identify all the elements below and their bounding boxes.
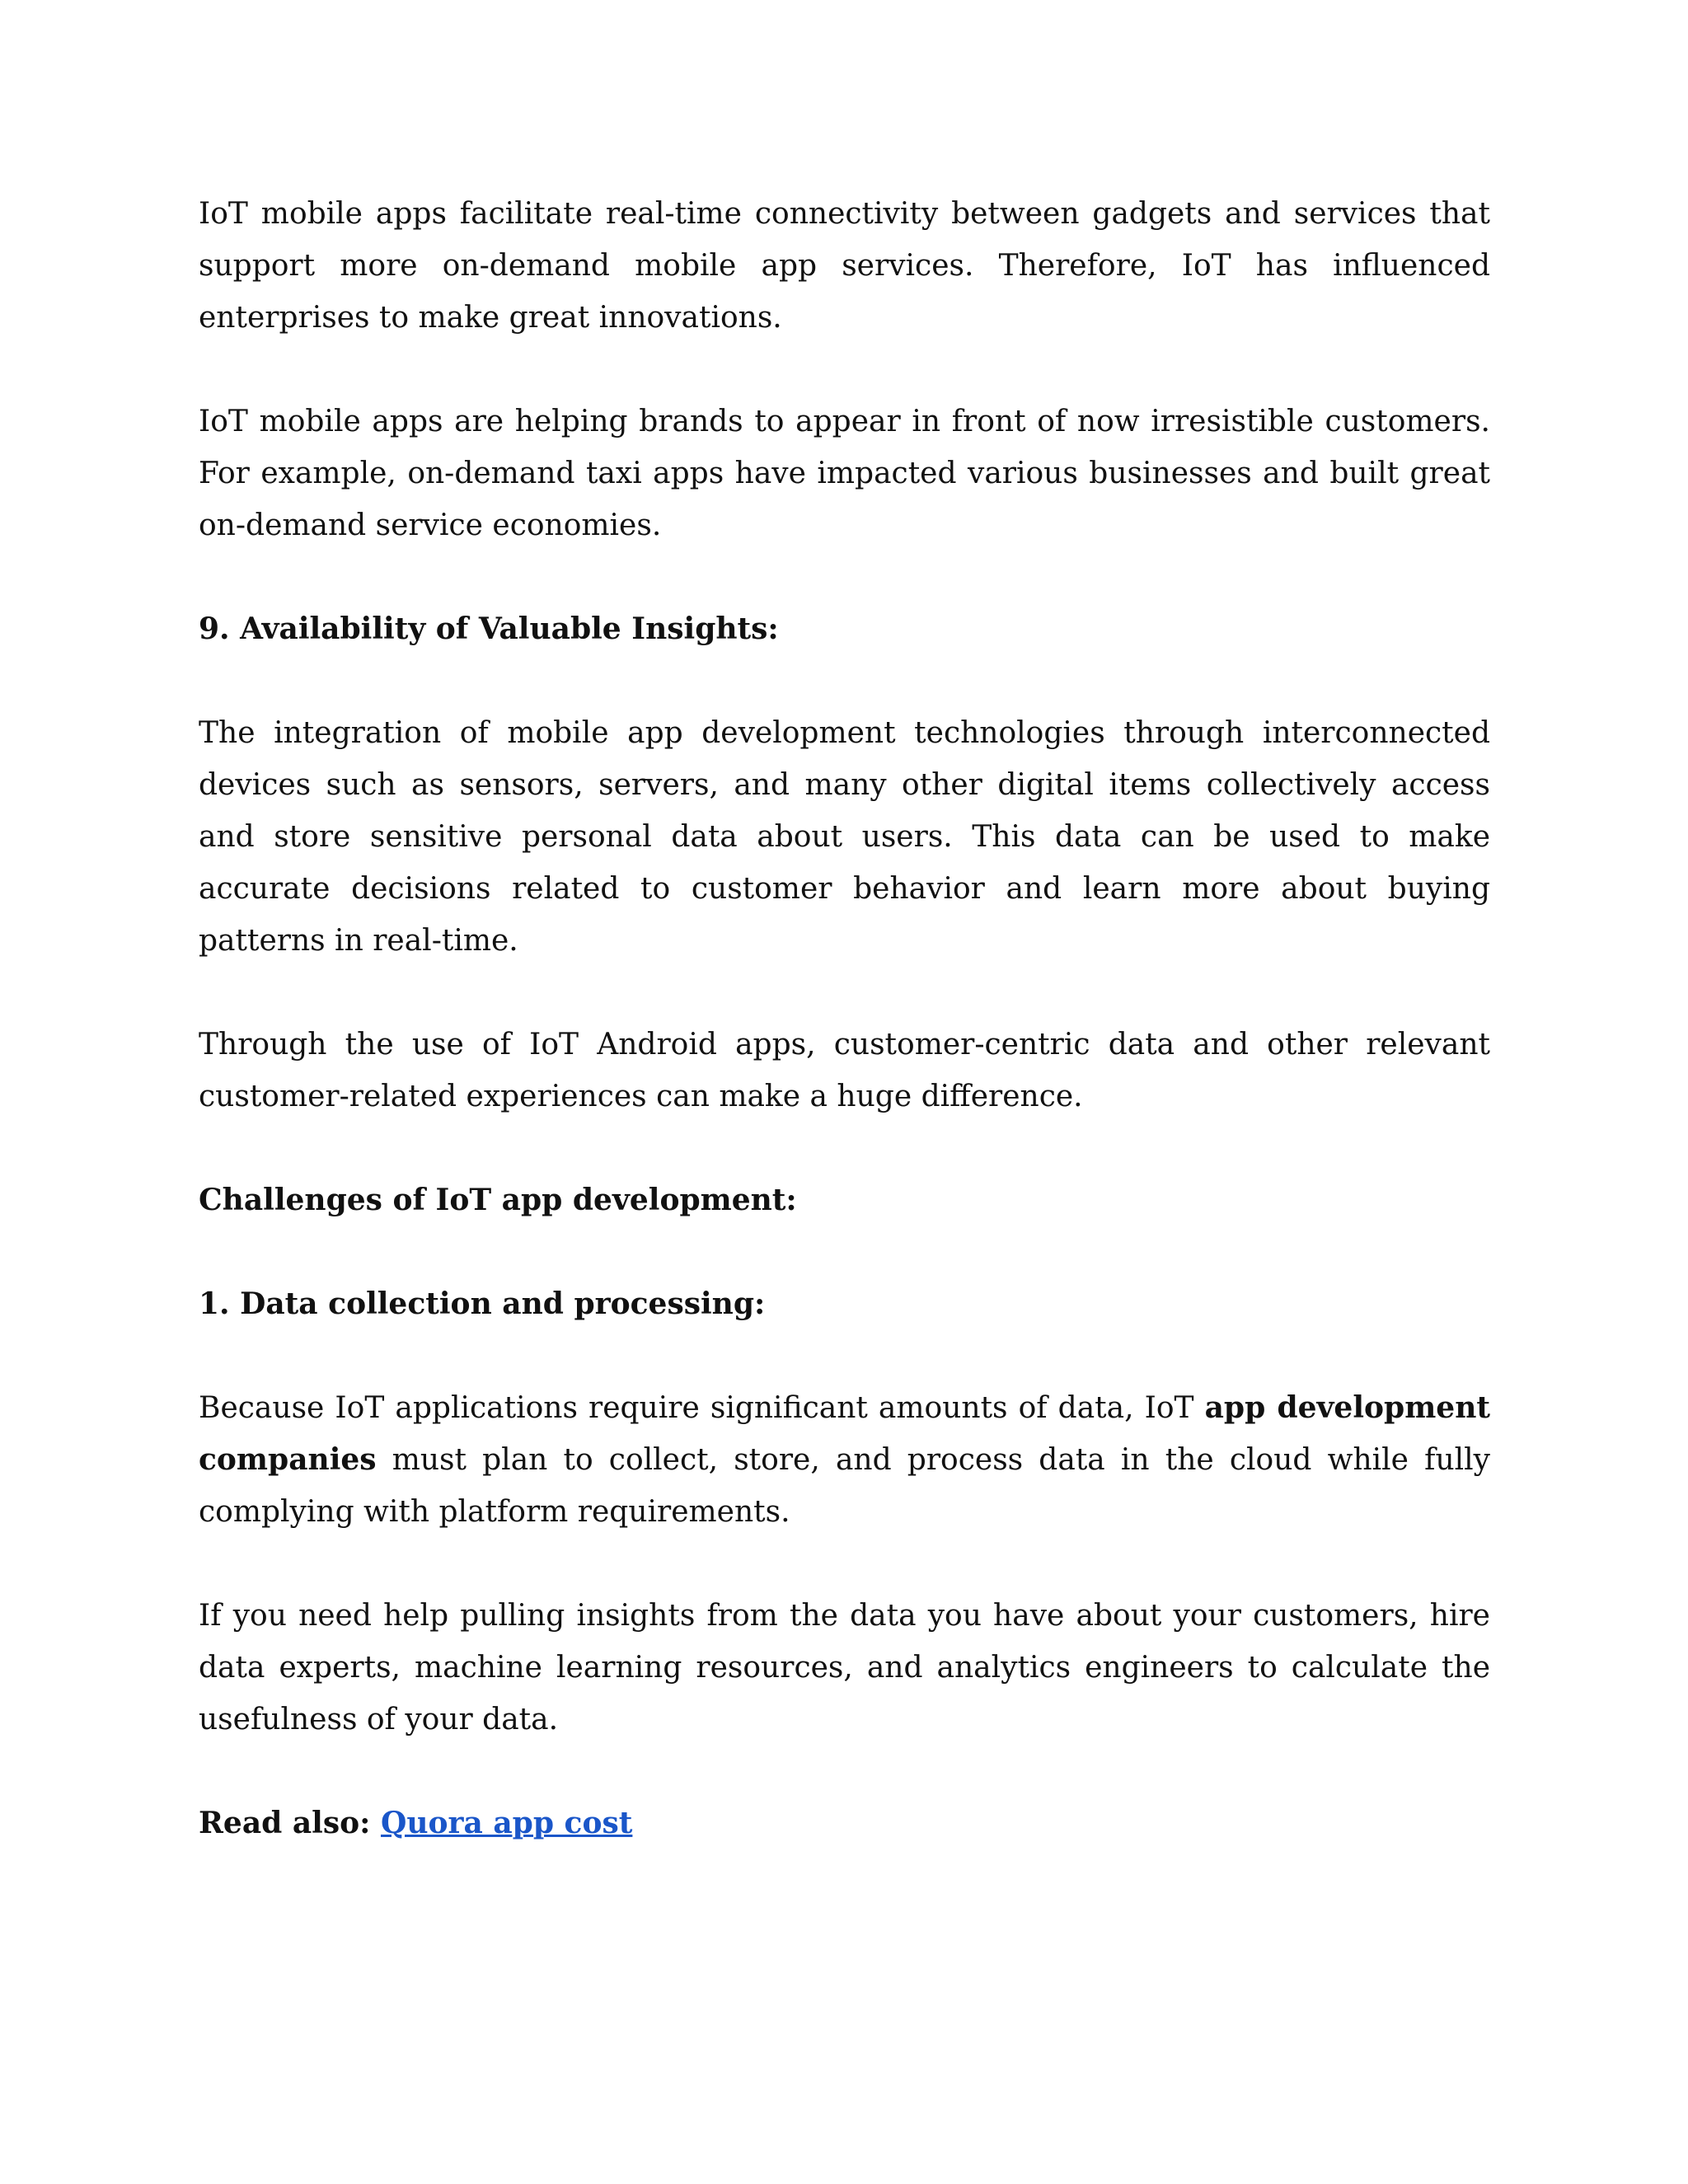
paragraph-hire-experts: If you need help pulling insights from the data you have about your customers, hire data experts, machine learning resources, and analytics engineers to calculate the usefulness of your data. [199, 1599, 1490, 1736]
paragraph-integration: The integration of mobile app development technologies through interconnected devices such as sensors, servers, and many other digital items collectively access and store sensitive personal data about users. This data can be used to make accurate decisions related to customer behavior and learn more about buying patterns in real-time. [199, 716, 1490, 958]
heading-data-collection: 1. Data collection and processing: [199, 1286, 766, 1321]
paragraph-brands: IoT mobile apps are helping brands to appear in front of now irresistible customers. For example, on-demand taxi apps have impacted various businesses and built great on-demand service economies. [199, 405, 1490, 542]
paragraph-text-start: Because IoT applications require significant amounts of data, IoT [199, 1391, 1205, 1425]
paragraph-iot-connectivity: IoT mobile apps facilitate real-time connectivity between gadgets and services that support more on-demand mobile app services. Therefore, IoT has influenced enterprises to make great innovations. [199, 197, 1490, 335]
paragraph-android-apps: Through the use of IoT Android apps, customer-centric data and other relevant customer-related experiences can make a huge difference. [199, 1028, 1490, 1113]
paragraph-text-end: must plan to collect, store, and process data in the cloud while fully complying with platform requirements. [199, 1443, 1490, 1529]
read-also-label: Read also: [199, 1806, 371, 1840]
document-body [199, 188, 1490, 1901]
heading-valuable-insights: 9. Availability of Valuable Insights: [199, 612, 779, 646]
bold-app-development-companies: app development companies [199, 1390, 1490, 1477]
paragraph-data-requirements [199, 1382, 1490, 1538]
read-also-line [199, 1797, 1490, 1849]
quora-app-cost-link[interactable]: Quora app cost [380, 1806, 633, 1840]
heading-challenges: Challenges of IoT app development: [199, 1183, 797, 1217]
